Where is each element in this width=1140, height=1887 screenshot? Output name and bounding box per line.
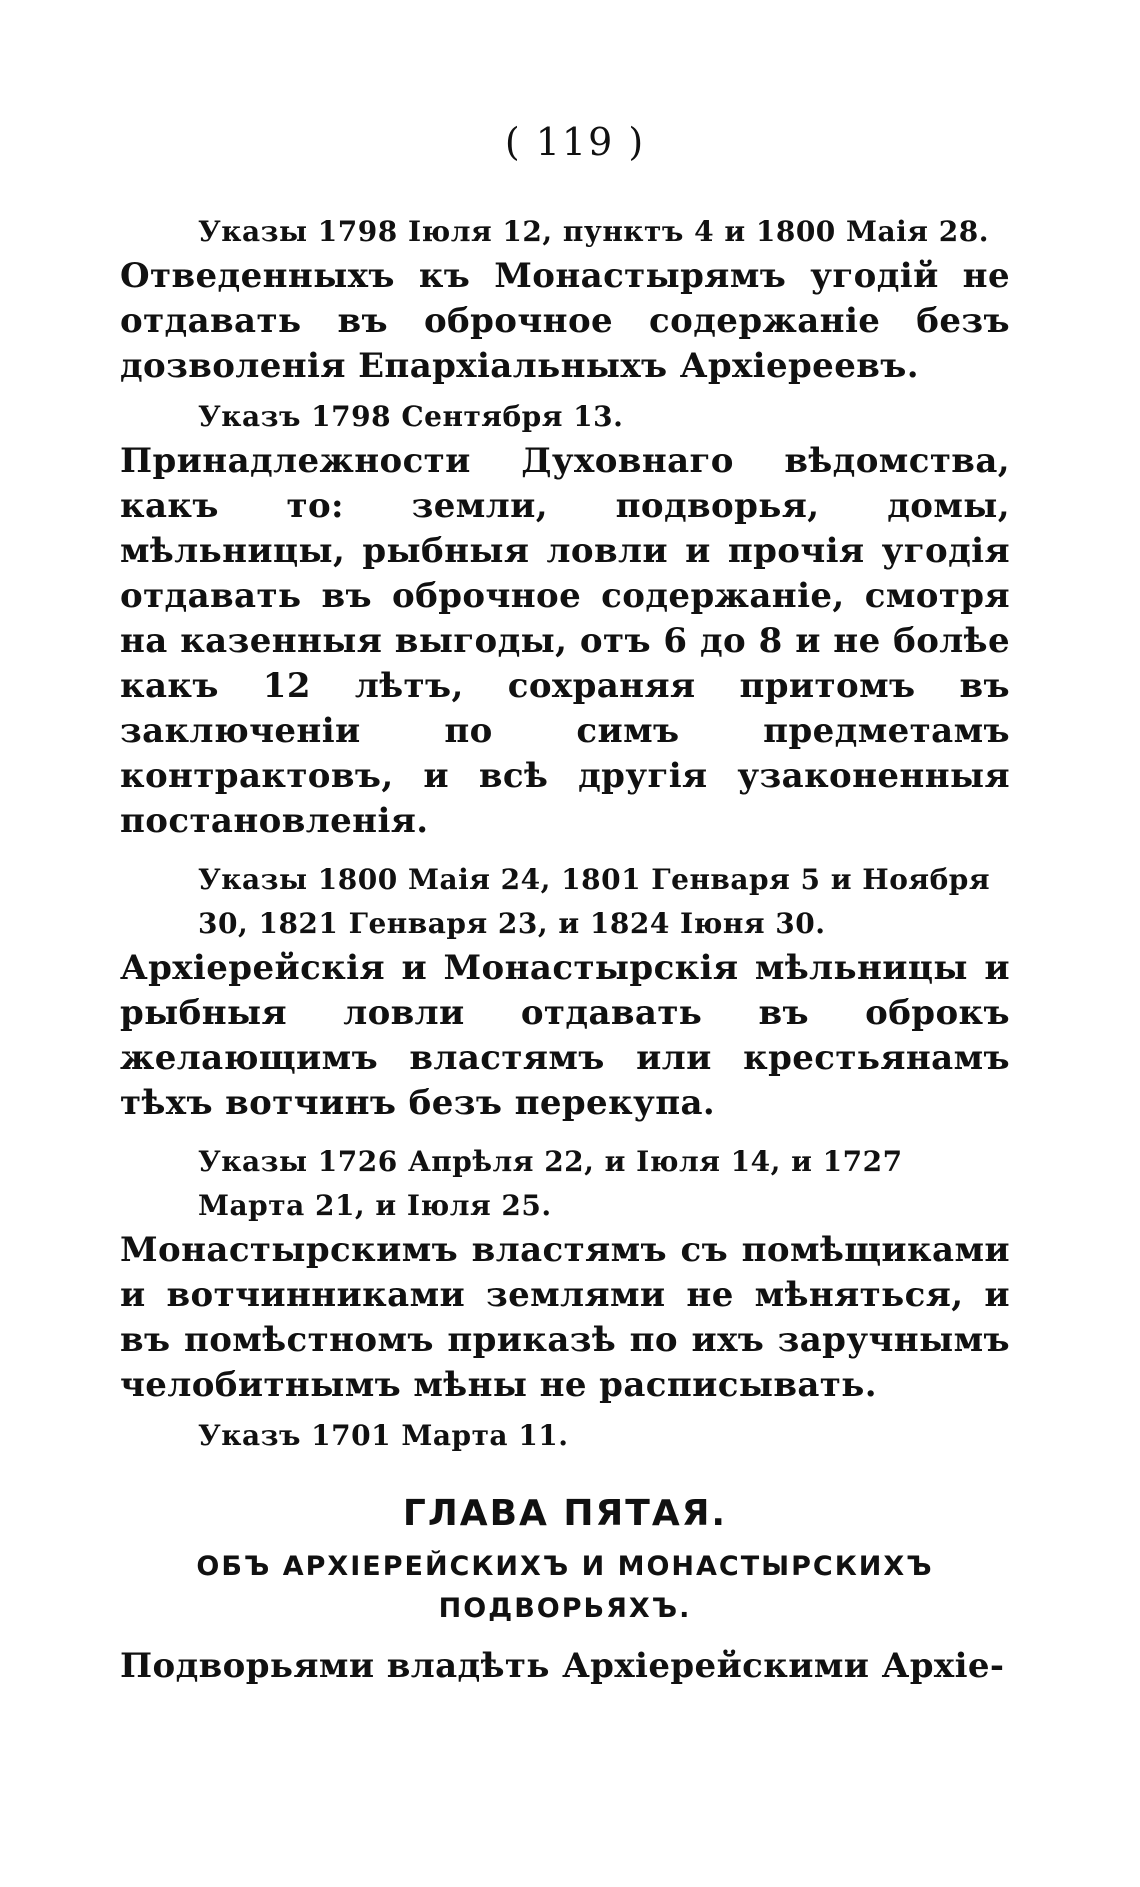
- paragraph-start: Подворьями владѣть Архіерейскими Архіе-: [120, 1646, 1005, 1686]
- decree-reference: Указъ 1701 Марта 11.: [198, 1419, 569, 1452]
- paragraph: Отведенныхъ къ Монастырямъ угодій не отдавать въ оброчное содержаніе безъ дозволенія Епархіальныхъ Архіереевъ.: [120, 256, 1010, 386]
- decree-reference: Указъ 1798 Сентября 13.: [198, 400, 624, 433]
- paragraph: Архіерейскія и Монастырскія мѣльницы и рыбныя ловли отдавать въ оброкъ желающимъ властямъ или крестьянамъ тѣхъ вотчинъ безъ перекупа.: [120, 948, 1010, 1123]
- page-number: ( 119 ): [504, 120, 646, 164]
- chapter-title: ГЛАВА ПЯТАЯ.: [402, 1493, 728, 1534]
- chapter-subtitle: ОБЪ АРХІЕРЕЙСКИХЪ И МОНАСТЫРСКИХЪ ПОДВОРЬЯХЪ.: [196, 1551, 934, 1624]
- paragraph: Принадлежности Духовнаго вѣдомства, какъ то: земли, подворья, домы, мѣльницы, рыбныя ловли и прочія угодія отдавать въ оброчное содержаніе, смотря на казенныя выгоды, отъ 6 до 8 и не болѣе какъ 12 лѣтъ, сохраняя притомъ въ заключеніи по симъ предметамъ контрактовъ, и всѣ другія узаконенныя постановленія.: [120, 441, 1010, 841]
- decree-reference: Указы 1726 Апрѣля 22, и Іюля 14, и 1727 Марта 21, и Іюля 25.: [198, 1145, 903, 1222]
- paragraph: Монастырскимъ властямъ съ помѣщиками и вотчинниками землями не мѣняться, и въ помѣстномъ приказѣ по ихъ заручнымъ челобитнымъ мѣны не расписывать.: [120, 1230, 1010, 1405]
- decree-reference: Указы 1800 Маія 24, 1801 Генваря 5 и Ноября 30, 1821 Генваря 23, и 1824 Іюня 30.: [198, 863, 991, 940]
- decree-reference: Указы 1798 Іюля 12, пунктъ 4 и 1800 Маія 28.: [198, 215, 989, 248]
- book-page: [120, 120, 1010, 1689]
